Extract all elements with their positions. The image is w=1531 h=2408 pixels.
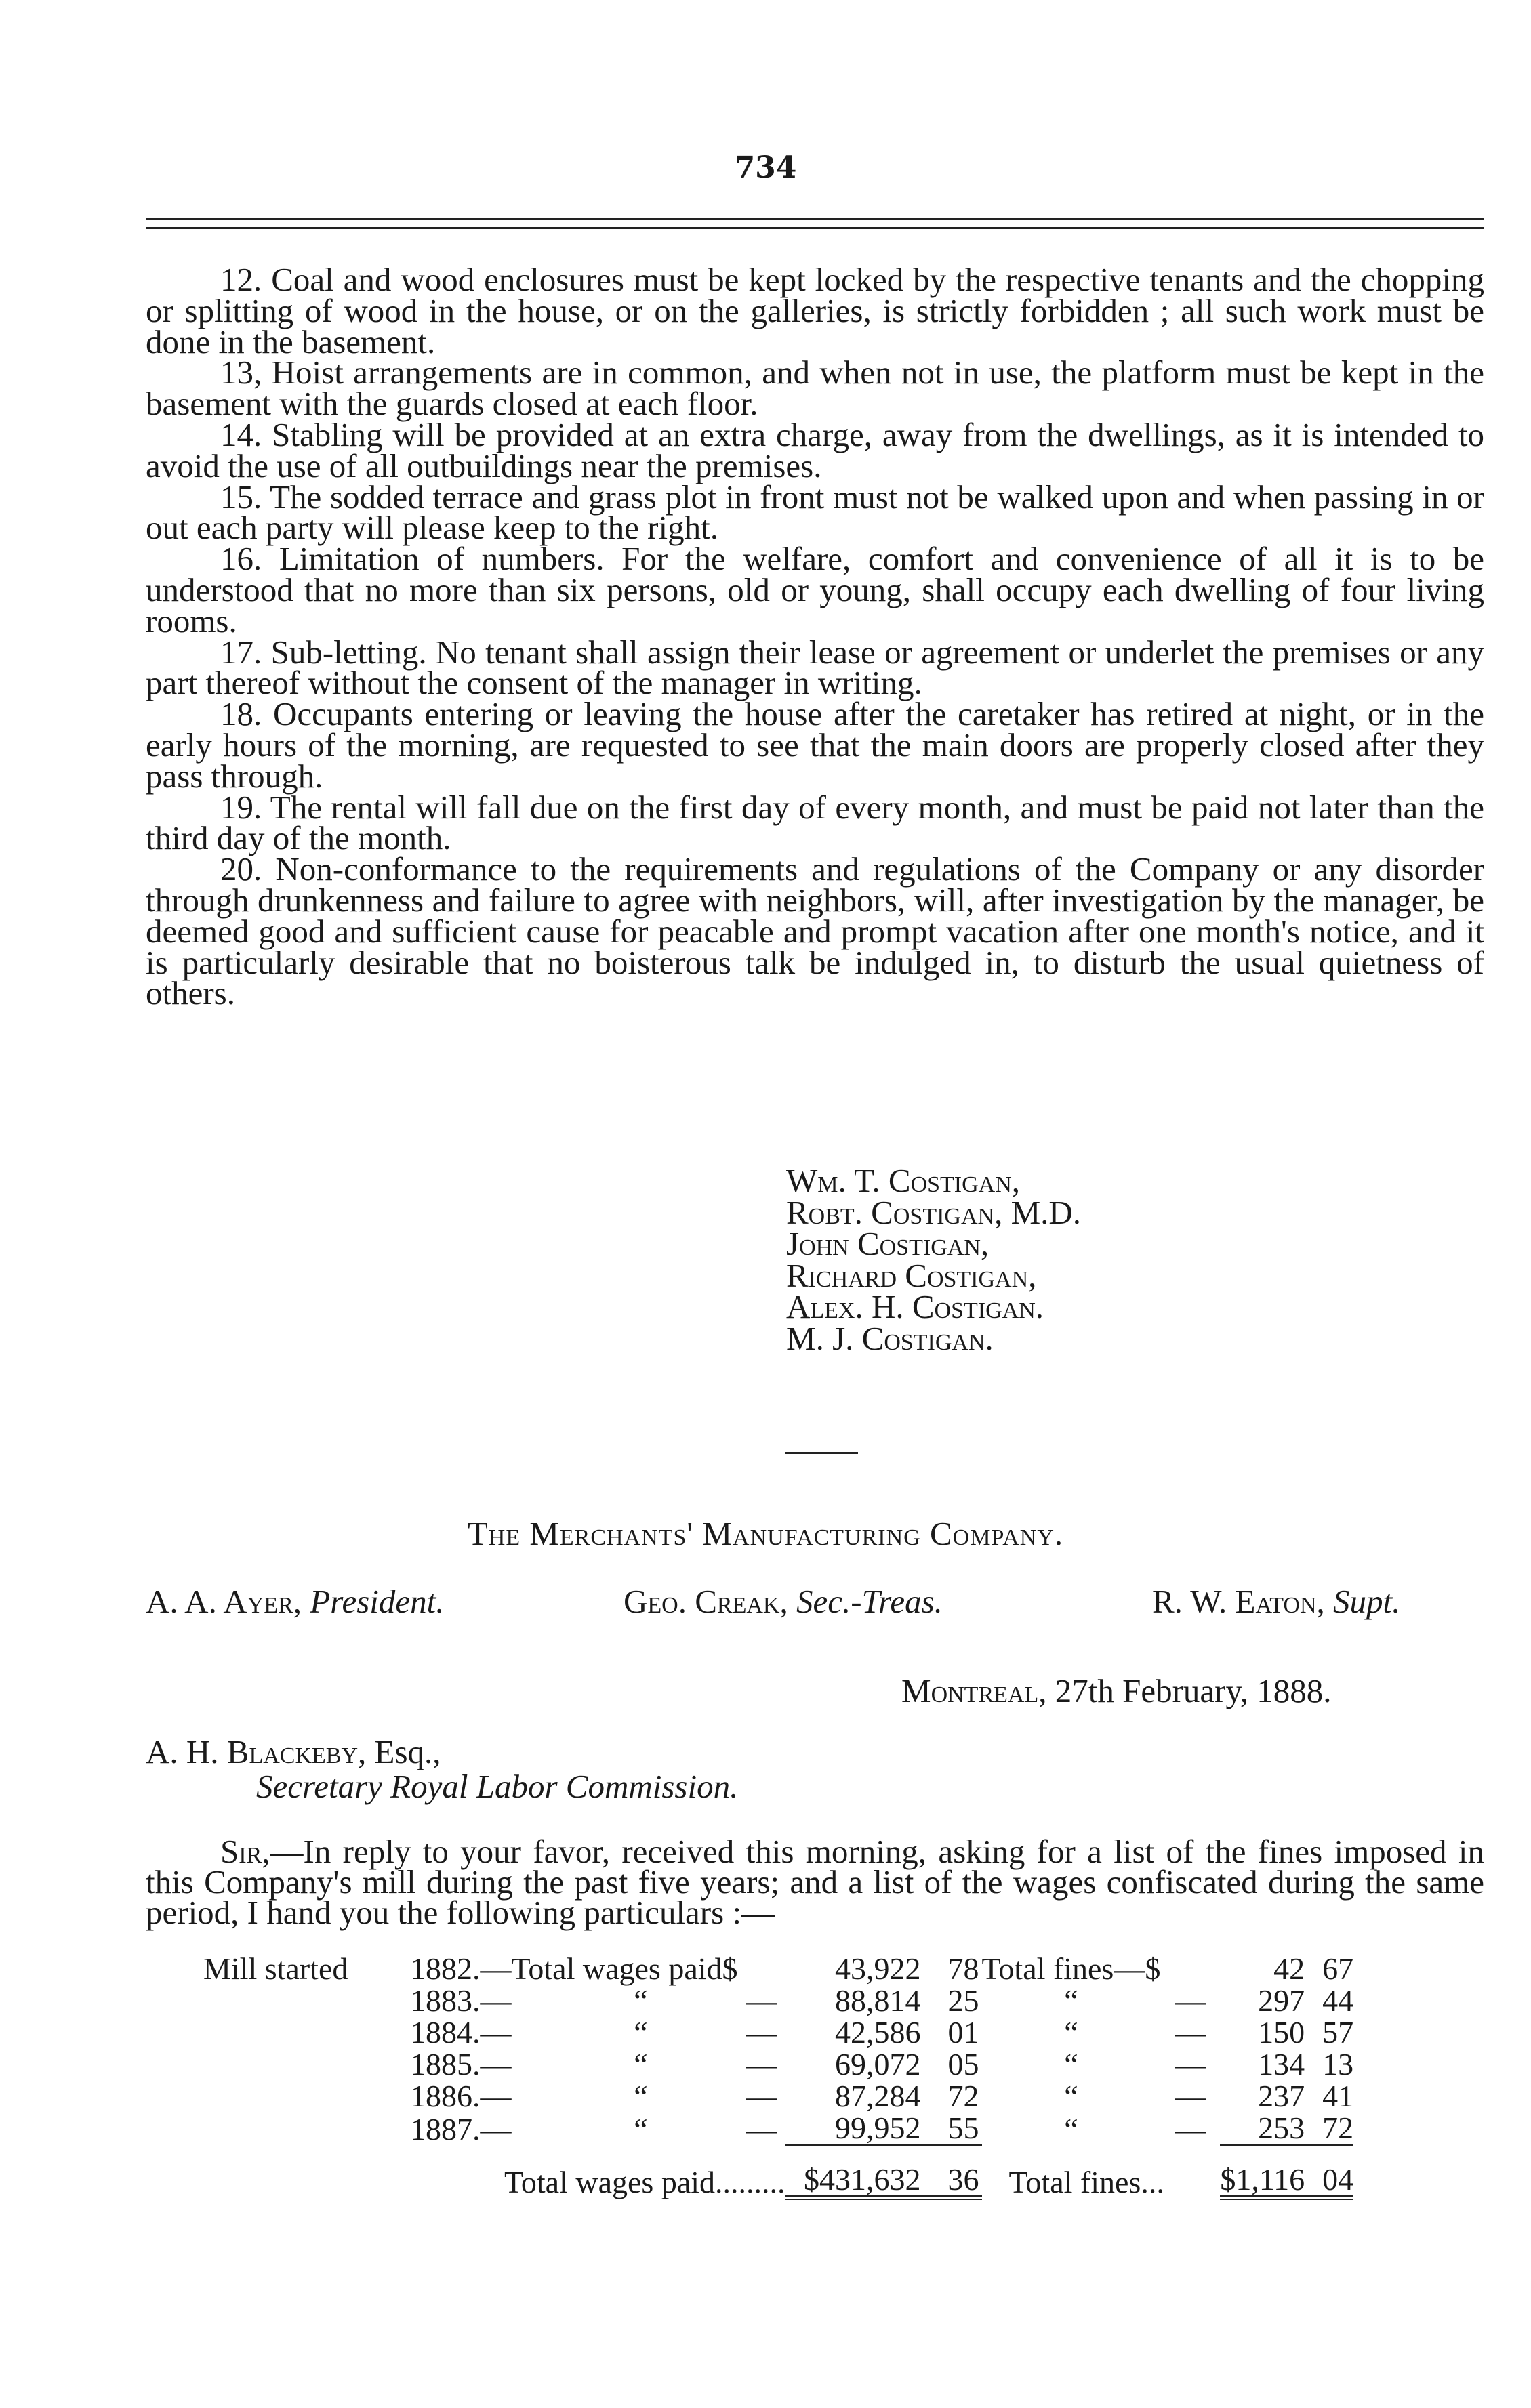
rule-paragraph: 16. Limitation of numbers. For the welfare, comfort and convenience of all it is to be understood that no more than six persons, old or young, shall occupy each dwelling of four living rooms.: [146, 540, 1485, 640]
wages-fines-table: [203, 1953, 1353, 2200]
officer-president: A. A. Ayer, President.: [146, 1583, 445, 1620]
total-fines-value: $1,116: [1220, 2145, 1305, 2198]
rule-paragraph: 14. Stabling will be provided at an extra charge, away from the dwellings, as it is intended to avoid the use of all outbuildings near the premises.: [146, 415, 1485, 484]
signatory-name: M. J. Costigan.: [786, 1319, 994, 1357]
signatory-name: Richard Costigan,: [786, 1256, 1037, 1294]
letter-addressee: A. H. Blackeby, Esq., Secretary Royal Labor Commission.: [146, 1733, 739, 1805]
rule-paragraph: 20. Non-conformance to the requirements and regulations of the Company or any disorder through drunkenness and failure to agree with neighbors, will, after investigation by the manager, be deemed good and sufficient cause for peacable and prompt vacation after one month's notice, and it is particularly desirable that no boisterous talk be indulged in, to disturb the usual quietness of others.: [146, 850, 1485, 1012]
rule-paragraph: 15. The sodded terrace and grass plot in front must not be walked upon and when passing in or out each party will please keep to the right.: [146, 478, 1484, 547]
officer-secretary: Geo. Creak, Sec.-Treas.: [624, 1583, 943, 1620]
section-divider: [785, 1452, 858, 1454]
total-wages-label: Total wages paid.........: [504, 2164, 785, 2199]
rule-paragraph: 19. The rental will fall due on the first day of every month, and must be paid not later than the third day of the month.: [146, 788, 1484, 857]
table-row: 1883.— “ — 88,814 25 “ — 297 44: [410, 1983, 1354, 2018]
header-double-rule: [146, 218, 1484, 229]
table-row: 1885.— “ — 69,072 05 “ — 134 13: [410, 2047, 1354, 2081]
rule-paragraph: 12. Coal and wood enclosures must be kept locked by the respective tenants and the chopping or splitting of wood in the house, or on the galleries, is strictly forbidden ; all such work must be done in the basement.: [146, 261, 1485, 360]
page-number: 734: [734, 150, 797, 185]
signatory-name: John Costigan,: [786, 1225, 989, 1262]
officer-superintendent: R. W. Eaton, Supt.: [1152, 1583, 1401, 1620]
signatory-name: Alex. H. Costigan.: [786, 1288, 1044, 1325]
letter-dateline: Montreal, 27th February, 1888.: [901, 1672, 1332, 1709]
rule-paragraph: 13, Hoist arrangements are in common, and when not in use, the platform must be kept in the basement with the guards closed at each floor.: [146, 354, 1484, 423]
table-row: 1887.— “ — 99,952 55 “ — 253 72: [410, 2111, 1354, 2146]
letter-body: Sir,—In reply to your favor, received this morning, asking for a list of the fines imposed in this Company's mill during the past five years; and a list of the wages confiscated during the same period, I hand you the following particulars :—: [146, 1833, 1484, 1931]
rule-paragraph: 17. Sub-letting. No tenant shall assign their lease or agreement or underlet the premises or any part thereof without the consent of the manager in writing.: [146, 633, 1485, 702]
addressee-name: A. H. Blackeby,: [146, 1733, 367, 1770]
addressee-role: Secretary Royal Labor Commission.: [256, 1768, 739, 1805]
signature-block: [786, 1162, 1082, 1357]
table-row: Mill started 1882.—Total wages paid$ 43,922 78 Total fines—$ 42 67: [203, 1951, 1354, 1986]
signatory-name: Robt. Costigan, M.D.: [786, 1193, 1082, 1231]
signatory-name: Wm. T. Costigan,: [786, 1162, 1021, 1199]
rules-section: [146, 261, 1485, 1012]
totals-row: Total wages paid......... $431,632 36 Total fines... $1,116 04: [203, 2145, 1353, 2198]
table-row: 1886.— “ — 87,284 72 “ — 237 41: [410, 2079, 1354, 2113]
total-fines-label: Total fines...: [1008, 2164, 1164, 2199]
salutation: Sir,: [220, 1833, 270, 1870]
company-heading: The Merchants' Manufacturing Company.: [467, 1515, 1064, 1552]
total-wages-value: $431,632: [785, 2145, 921, 2198]
table-row: 1884.— “ — 42,586 01 “ — 150 57: [410, 2015, 1354, 2050]
rule-paragraph: 18. Occupants entering or leaving the house after the caretaker has retired at night, or in the early hours of the morning, are requested to see that the main doors are properly closed after they pass through.: [146, 695, 1484, 795]
